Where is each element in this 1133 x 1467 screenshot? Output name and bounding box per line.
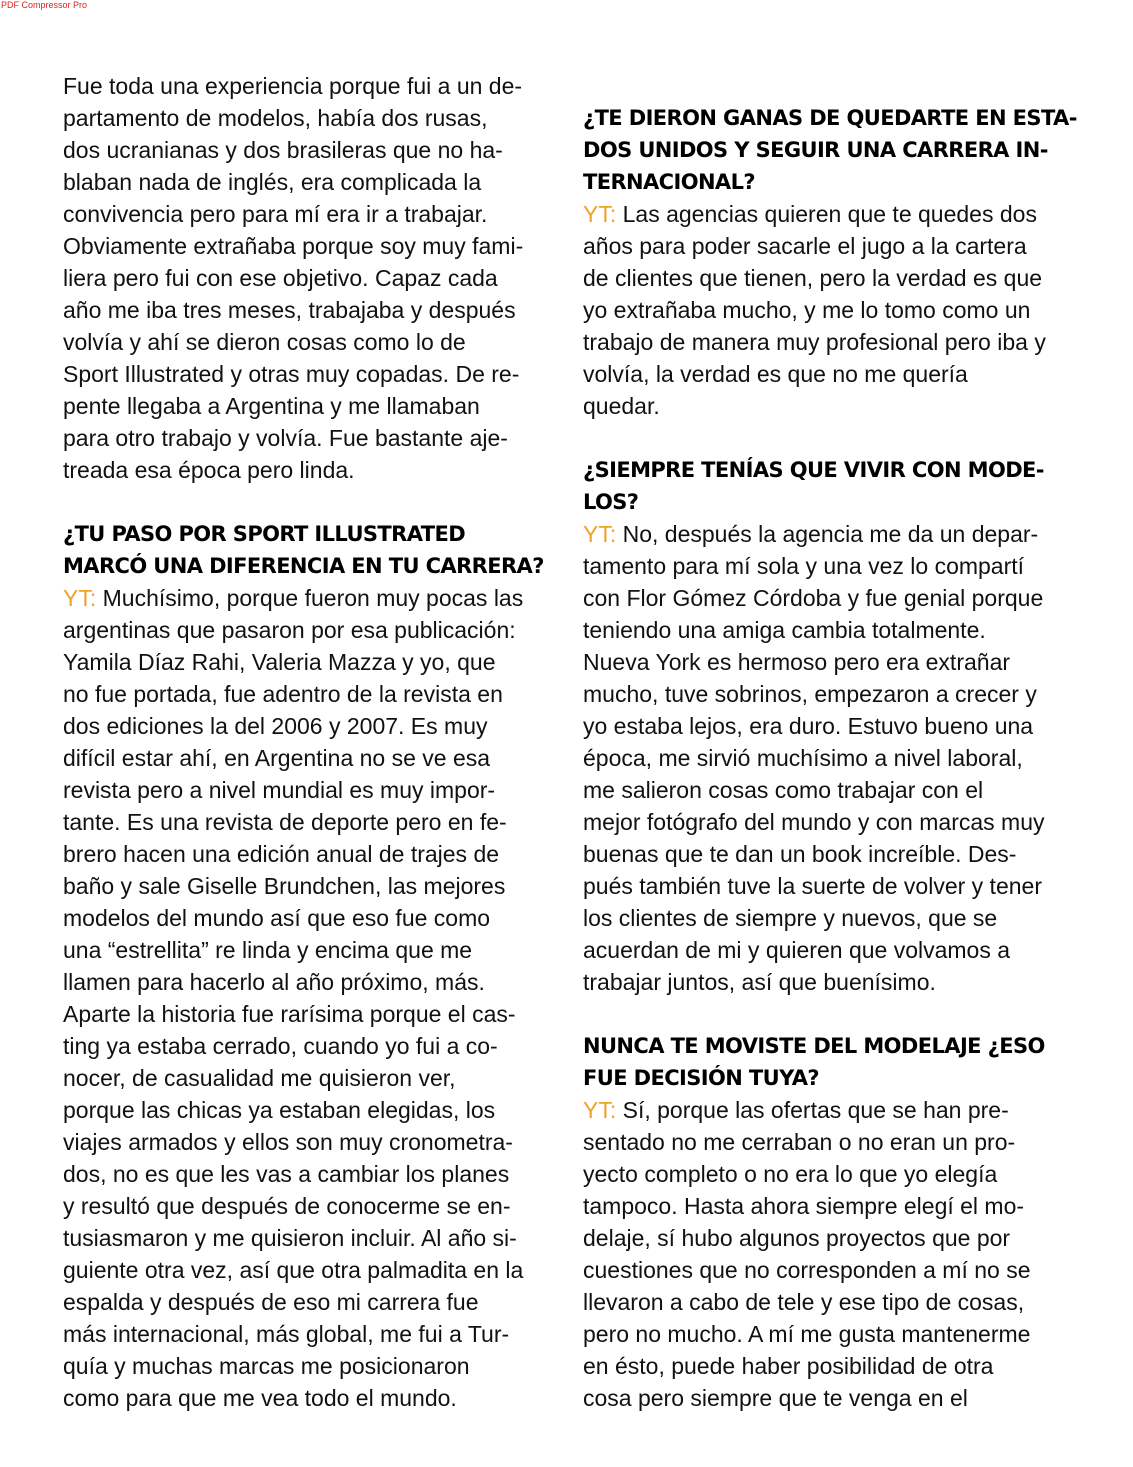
text-line: con Flor Gómez Córdoba y fue genial porque [583, 585, 1044, 611]
text-line: viajes armados y ellos son muy cronometra- [63, 1129, 513, 1155]
text-line: llamen para hacerlo al año próximo, más. [63, 969, 485, 995]
text-line: Sport Illustrated y otras muy copadas. De re- [63, 361, 520, 387]
text-line: Las agencias quieren que te quedes dos [616, 201, 1037, 227]
answer-paragraph [63, 582, 568, 1414]
text-line: de clientes que tienen, pero la verdad es que [583, 265, 1043, 291]
text-line: blaban nada de inglés, era complicada la [63, 169, 482, 195]
text-line: los clientes de siempre y nuevos, que se [583, 905, 998, 931]
answer-first-line [63, 582, 568, 614]
text-line: para otro trabajo y volvía. Fue bastante aje- [63, 425, 508, 451]
yt-label: YT: [63, 585, 97, 611]
question-line: FUE DECISIÓN TUYA? [583, 1066, 819, 1090]
question-line: LOS? [583, 490, 639, 514]
text-line: año me iba tres meses, trabajaba y después [63, 297, 516, 323]
question-line: ¿TU PASO POR SPORT ILLUSTRATED [63, 522, 466, 546]
question-heading [583, 454, 1090, 518]
text-line: dos ucranianas y dos brasileras que no ha- [63, 137, 503, 163]
text-line: sentado no me cerraban o no eran un pro- [583, 1129, 1016, 1155]
text-line: yo estaba lejos, era duro. Estuvo bueno una [583, 713, 1034, 739]
question-heading [583, 102, 1090, 198]
answer-first-line [583, 198, 1090, 230]
text-line: pués también tuve la suerte de volver y tener [583, 873, 1042, 899]
text-line: volvía y ahí se dieron cosas como lo de [63, 329, 466, 355]
text-line: revista pero a nivel mundial es muy impor- [63, 777, 496, 803]
text-line: dos, no es que les vas a cambiar los planes [63, 1161, 510, 1187]
question-line: TERNACIONAL? [583, 170, 755, 194]
text-line: en ésto, puede haber posibilidad de otra [583, 1353, 994, 1379]
question-line: DOS UNIDOS Y SEGUIR UNA CARRERA IN- [583, 138, 1048, 162]
watermark-label: PDF Compressor Pro [1, 0, 88, 10]
text-line: pente llegaba a Argentina y me llamaban [63, 393, 480, 419]
text-line: espalda y después de eso mi carrera fue [63, 1289, 479, 1315]
text-line: ting ya estaba cerrado, cuando yo fui a co- [63, 1033, 498, 1059]
question-heading [583, 1030, 1090, 1094]
text-line: Nueva York es hermoso pero era extrañar [583, 649, 1011, 675]
question-line: ¿TE DIERON GANAS DE QUEDARTE EN ESTA- [583, 106, 1077, 130]
yt-label: YT: [583, 521, 617, 547]
text-line: Muchísimo, porque fueron muy pocas las [96, 585, 524, 611]
text-line: modelos del mundo así que eso fue como [63, 905, 491, 931]
text-line: tusiasmaron y me quisieron incluir. Al año si- [63, 1225, 517, 1251]
text-line: Yamila Díaz Rahi, Valeria Mazza y yo, que [63, 649, 496, 675]
text-line: quedar. [583, 393, 660, 419]
text-line: cosa pero siempre que te venga en el [583, 1385, 968, 1411]
text-line: Aparte la historia fue rarísima porque el cas- [63, 1001, 516, 1027]
text-line: dos ediciones la del 2006 y 2007. Es muy [63, 713, 488, 739]
yt-label: YT: [583, 1097, 617, 1123]
answer-first-line [583, 518, 1090, 550]
text-line: guiente otra vez, así que otra palmadita en la [63, 1257, 524, 1283]
text-line: porque las chicas ya estaban elegidas, los [63, 1097, 496, 1123]
right-column [583, 102, 1090, 1414]
intro-paragraph [63, 70, 568, 486]
answer-first-line [583, 1094, 1090, 1126]
question-line: MARCÓ UNA DIFERENCIA EN TU CARRERA? [63, 554, 544, 578]
text-line: treada esa época pero linda. [63, 457, 355, 483]
text-line: tampoco. Hasta ahora siempre elegí el mo- [583, 1193, 1025, 1219]
question-heading [63, 518, 568, 582]
text-line: cuestiones que no corresponden a mí no se [583, 1257, 1031, 1283]
question-line: NUNCA TE MOVISTE DEL MODELAJE ¿ESO [583, 1034, 1045, 1058]
text-line: como para que me vea todo el mundo. [63, 1385, 457, 1411]
text-line: volvía, la verdad es que no me quería [583, 361, 968, 387]
text-line: yo extrañaba mucho, y me lo tomo como un [583, 297, 1031, 323]
answer-paragraph [583, 1094, 1090, 1414]
text-line: baño y sale Giselle Brundchen, las mejores [63, 873, 506, 899]
text-line: delaje, sí hubo algunos proyectos que por [583, 1225, 1011, 1251]
text-line: mejor fotógrafo del mundo y con marcas muy [583, 809, 1045, 835]
text-line: buenas que te dan un book increíble. Des- [583, 841, 1017, 867]
text-line: me salieron cosas como trabajar con el [583, 777, 984, 803]
text-line: pero no mucho. A mí me gusta mantenerme [583, 1321, 1031, 1347]
text-line: mucho, tuve sobrinos, empezaron a crecer y [583, 681, 1037, 707]
text-line: nocer, de casualidad me quisieron ver, [63, 1065, 456, 1091]
text-line: más internacional, más global, me fui a Tur- [63, 1321, 510, 1347]
text-line: acuerdan de mi y quieren que volvamos a [583, 937, 1011, 963]
text-line: difícil estar ahí, en Argentina no se ve esa [63, 745, 491, 771]
text-line: quía y muchas marcas me posicionaron [63, 1353, 470, 1379]
text-line: teniendo una amiga cambia totalmente. [583, 617, 986, 643]
text-line: tante. Es una revista de deporte pero en fe- [63, 809, 507, 835]
text-line: No, después la agencia me da un depar- [616, 521, 1039, 547]
text-line: argentinas que pasaron por esa publicación: [63, 617, 516, 643]
text-line: yecto completo o no era lo que yo elegía [583, 1161, 998, 1187]
left-column [63, 70, 568, 1414]
text-line: llevaron a cabo de tele y ese tipo de cosas, [583, 1289, 1025, 1315]
text-line: brero hacen una edición anual de trajes de [63, 841, 500, 867]
text-line: una “estrellita” re linda y encima que me [63, 937, 473, 963]
text-line: y resultó que después de conocerme se en- [63, 1193, 511, 1219]
text-line: años para poder sacarle el jugo a la cartera [583, 233, 1027, 259]
text-line: Sí, porque las ofertas que se han pre- [616, 1097, 1009, 1123]
text-line: tamento para mí sola y una vez lo compartí [583, 553, 1025, 579]
text-line: partamento de modelos, había dos rusas, [63, 105, 488, 131]
text-line: Obviamente extrañaba porque soy muy fami- [63, 233, 524, 259]
text-line: trabajar juntos, así que buenísimo. [583, 969, 936, 995]
text-line: Fue toda una experiencia porque fui a un de- [63, 73, 523, 99]
yt-label: YT: [583, 201, 617, 227]
text-line: época, me sirvió muchísimo a nivel laboral, [583, 745, 1023, 771]
answer-paragraph [583, 518, 1090, 998]
text-line: convivencia pero para mí era ir a trabajar. [63, 201, 488, 227]
text-line: no fue portada, fue adentro de la revista en [63, 681, 503, 707]
answer-paragraph [583, 198, 1090, 422]
text-line: trabajo de manera muy profesional pero iba y [583, 329, 1046, 355]
question-line: ¿SIEMPRE TENÍAS QUE VIVIR CON MODE- [583, 458, 1044, 482]
text-line: liera pero fui con ese objetivo. Capaz cada [63, 265, 498, 291]
